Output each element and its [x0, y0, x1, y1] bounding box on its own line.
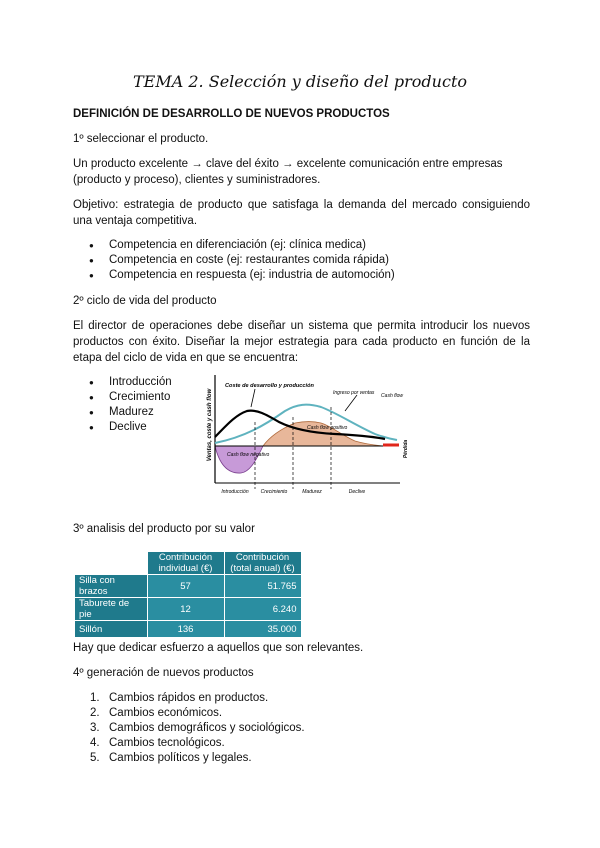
paragraph-relevantes: Hay que dedicar esfuerzo a aquellos que son relevantes. [73, 642, 364, 654]
list-number: 3. [90, 722, 100, 734]
table-row [75, 598, 302, 621]
sales-label: Ingreso por ventas [333, 390, 375, 396]
list-item [73, 736, 305, 751]
column-header: Contribución (total anual) (€) [224, 552, 301, 575]
list-number: 2. [90, 707, 100, 719]
paragraph-producto-excelente: Un producto excelente → clave del éxito → excelente comunicación entre empresas (producto y proceso), clientes y suministradores. [73, 158, 503, 186]
cashflow-negative-label: Cash flow negativo [227, 452, 270, 458]
cell-total: 51.765 [224, 575, 301, 598]
table-row [75, 621, 302, 638]
page-title: TEMA 2. Selección y diseño del producto [133, 72, 467, 91]
list-item [73, 691, 305, 706]
step-3-heading: 3º analisis del producto por su valor [73, 523, 255, 535]
section-heading: DEFINICIÓN DE DESARROLLO DE NUEVOS PRODUCTOS [73, 108, 390, 120]
list-item: ● Competencia en coste (ej: restaurantes comida rápida) [73, 253, 395, 268]
stage-label: Introducción [221, 489, 249, 495]
cashflow-negative-area [215, 446, 263, 473]
list-item [73, 721, 305, 736]
list-text: Cambios tecnológicos. [109, 737, 225, 749]
list-number: 1. [90, 692, 100, 704]
cost-label: Coste de desarrollo y producción [225, 383, 314, 389]
row-label: Taburete de pie [75, 598, 148, 621]
cell-individual: 57 [147, 575, 224, 598]
loss-label: Pérdida [403, 439, 409, 459]
sales-label-arrow [345, 395, 357, 411]
list-text: Cambios políticos y legales. [109, 752, 252, 764]
cashflow-label: Cash flow [381, 393, 403, 399]
paragraph-objetivo: Objetivo: estrategia de producto que satisfaga la demanda del mercado consiguiendo una ventaja competitiva. [73, 199, 530, 227]
step-1-heading: 1º seleccionar el producto. [73, 133, 209, 145]
list-number: 4. [90, 737, 100, 749]
list-item: ● Madurez [73, 405, 172, 420]
stage-label: Crecimiento [260, 489, 288, 495]
list-text: Cambios demográficos y sociológicos. [109, 722, 305, 734]
list-item: ● Introducción [73, 375, 172, 390]
column-header: Contribución individual (€) [147, 552, 224, 575]
cell-individual: 12 [147, 598, 224, 621]
list-item [73, 751, 305, 766]
cost-label-arrow [251, 389, 255, 407]
competition-list [73, 238, 395, 283]
cashflow-positive-label: Cash flow positivo [307, 425, 348, 431]
cell-individual: 136 [147, 621, 224, 638]
list-item: ● Crecimiento [73, 390, 172, 405]
table-header-row [75, 552, 302, 575]
change-list [73, 691, 305, 766]
list-item: ● Competencia en respuesta (ej: industria de automoción) [73, 268, 395, 283]
step-2-heading: 2º ciclo de vida del producto [73, 295, 217, 307]
cell-total: 35.000 [224, 621, 301, 638]
stage-label: Madurez [302, 489, 322, 495]
lifecycle-stage-list [73, 375, 172, 435]
list-item: ● Competencia en diferenciación (ej: clínica medica) [73, 238, 395, 253]
stage-label: Declive [348, 489, 366, 495]
list-item: ● Declive [73, 420, 172, 435]
row-label: Silla con brazos [75, 575, 148, 598]
step-4-heading: 4º generación de nuevos productos [73, 667, 254, 679]
product-lifecycle-diagram [205, 367, 415, 495]
list-text: Cambios rápidos en productos. [109, 692, 269, 704]
product-value-table [74, 551, 302, 638]
table-row [75, 575, 302, 598]
y-axis-label: Ventas, coste y cash flow [207, 388, 213, 462]
cell-total: 6.240 [224, 598, 301, 621]
paragraph-director: El director de operaciones debe diseñar un sistema que permita introducir los nuevos productos con éxito. Diseñar la mejor estrategia para cada producto en función de la etapa del ciclo de vida en que se encuentra: [73, 320, 530, 364]
list-text: Cambios económicos. [109, 707, 223, 719]
list-item [73, 706, 305, 721]
row-label: Sillón [75, 621, 148, 638]
list-number: 5. [90, 752, 100, 764]
